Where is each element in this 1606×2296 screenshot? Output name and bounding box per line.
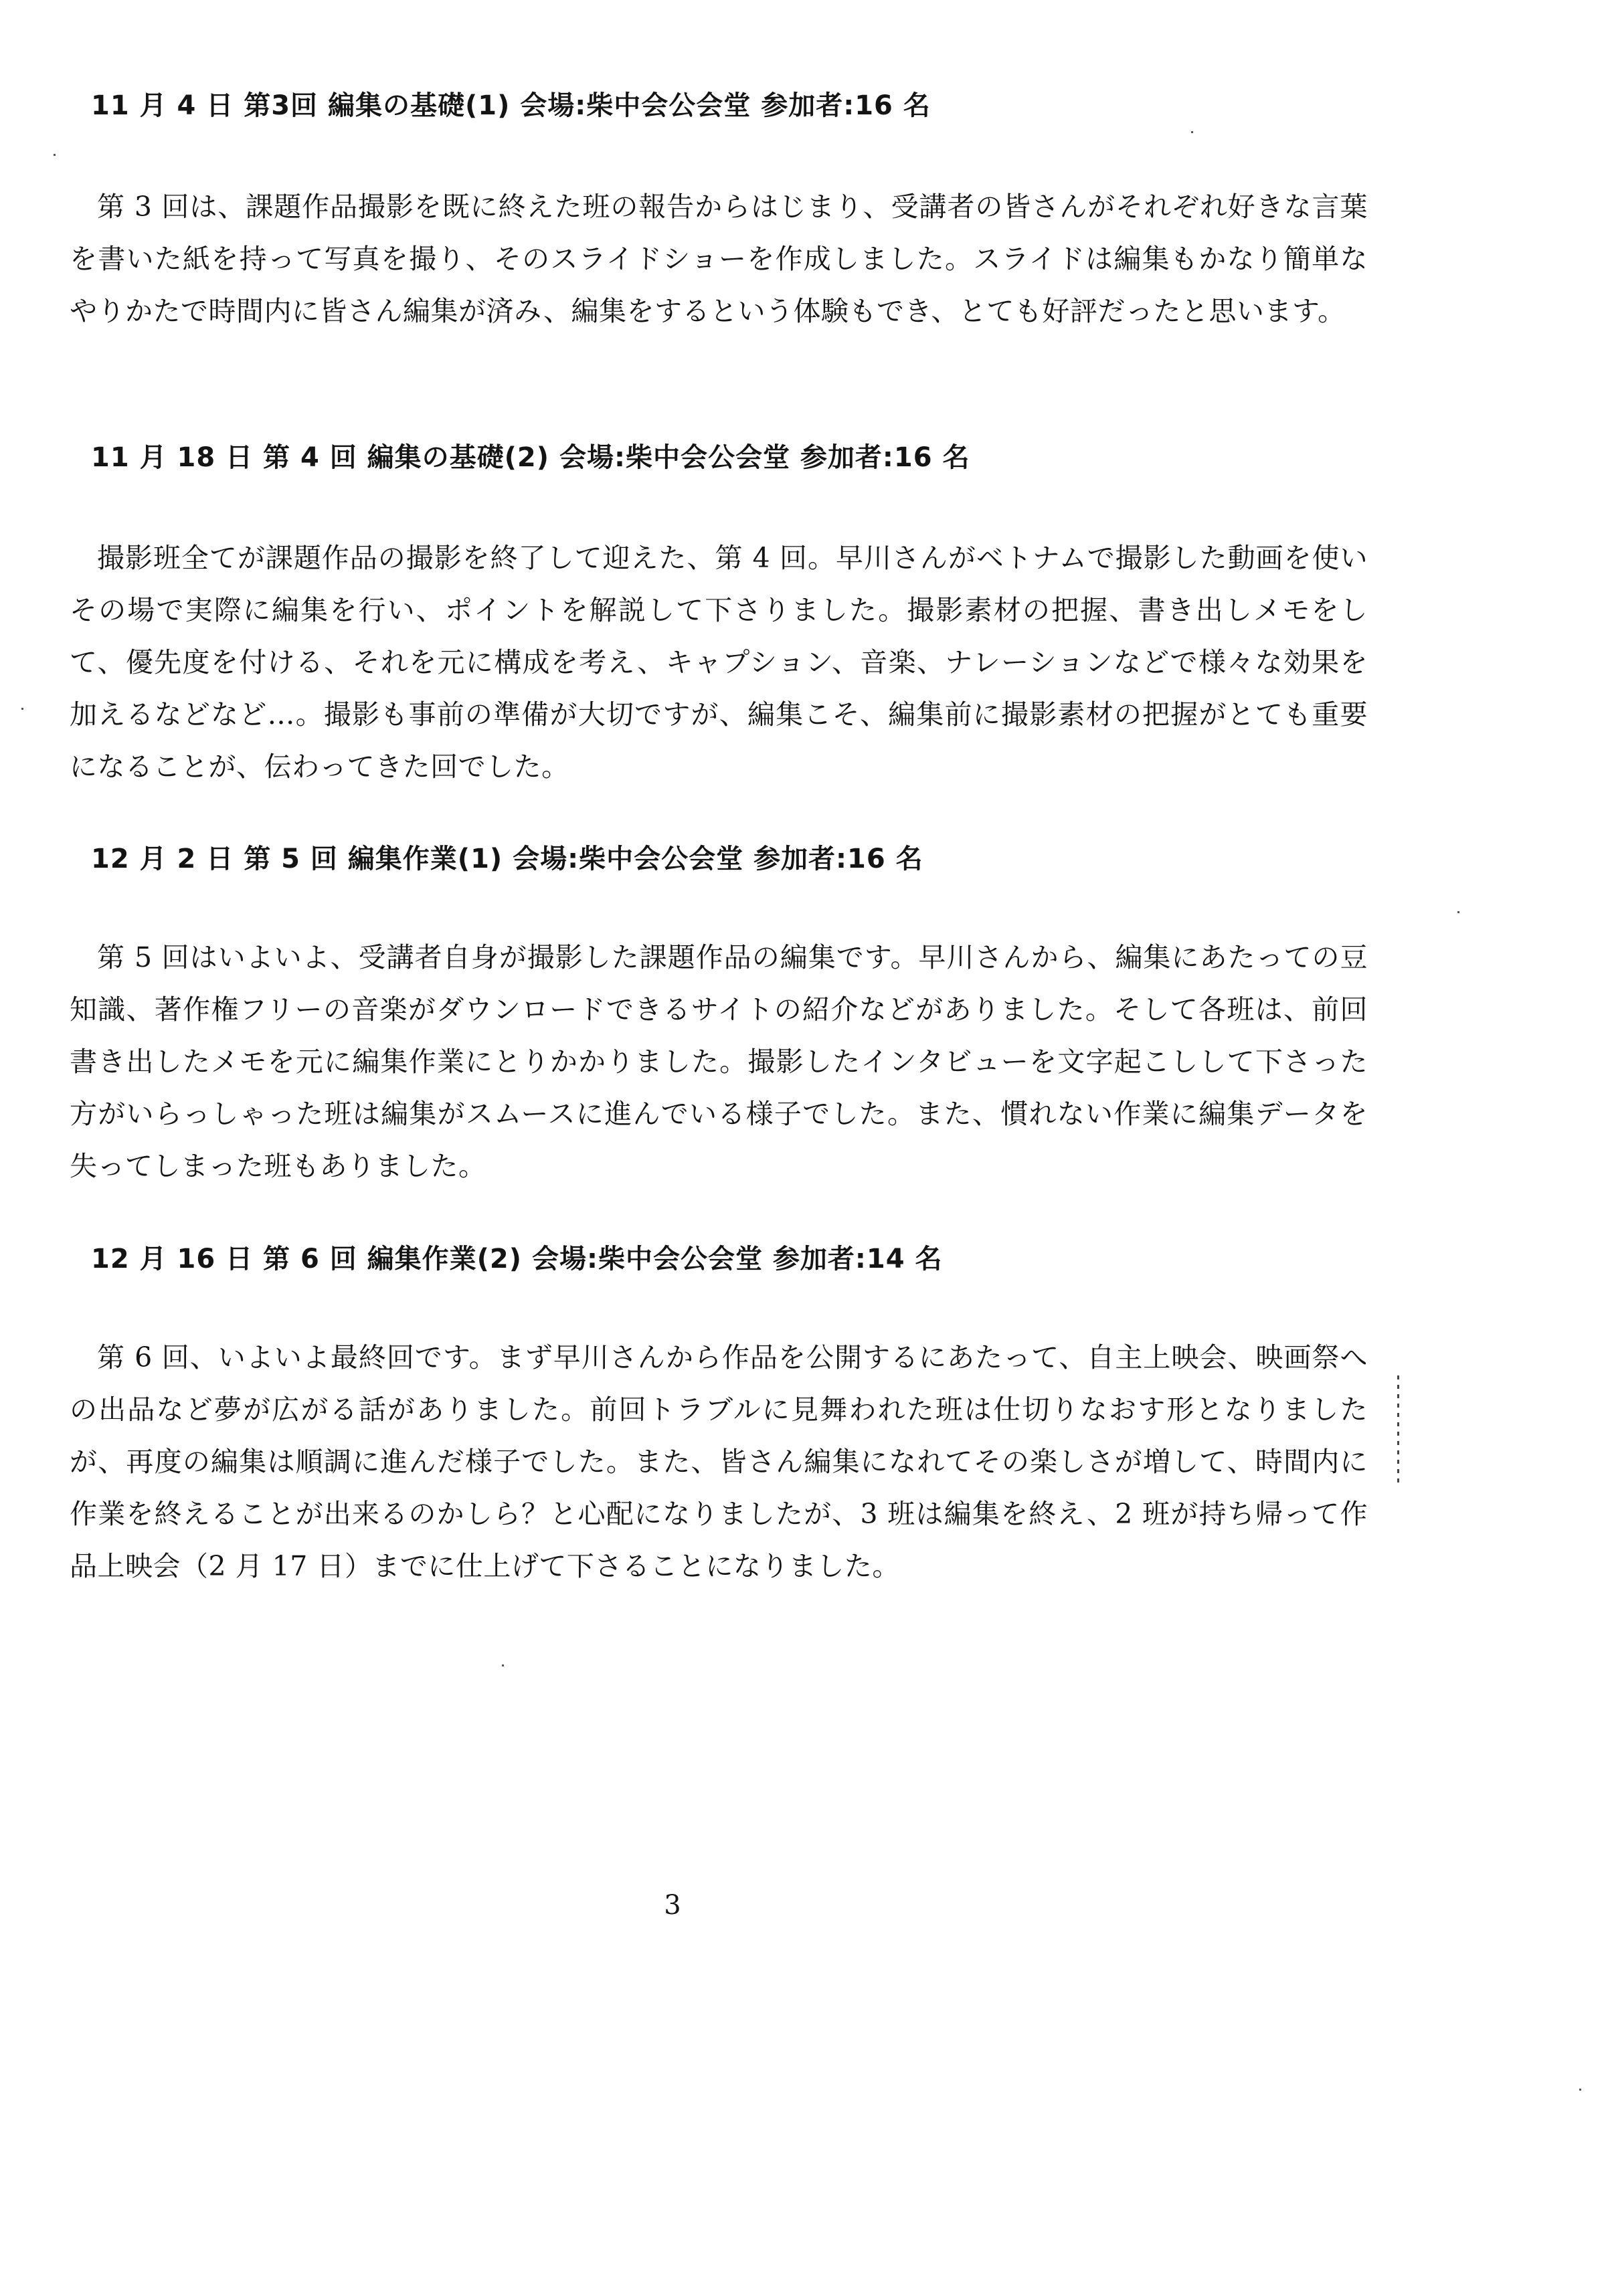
section-heading-session-4: 11 月 18 日 第 4 回 編集の基礎(2) 会場:柴中会公会堂 参加者:16 名 [91, 442, 970, 473]
section-body-session-6: 第 6 回、いよいよ最終回です。まず早川さんから作品を公開するにあたって、自主上映会、映画祭への出品など夢が広がる話がありました。前回トラブルに見舞われた班は仕切りなおす形となりましたが、再度の編集は順調に進んだ様子でした。また、皆さん編集になれてその楽しさが増して、時間内に作業を終えることが出来るのかしら？と心配になりましたが、3 班は編集を終え、2 班が持ち帰って作品上映会（2 月 17 日）までに仕上げて下さることになりました。 [70, 1341, 1368, 1582]
scan-speck [1457, 911, 1459, 913]
section-body-session-4: 撮影班全てが課題作品の撮影を終了して迎えた、第 4 回。早川さんがベトナムで撮影した動画を使いその場で実際に編集を行い、ポイントを解説して下さりました。撮影素材の把握、書き出しメモをして、優先度を付ける、それを元に構成を考え、キャプション、音楽、ナレーションなどで様々な効果を加えるなどなど…。撮影も事前の準備が大切ですが、編集こそ、編集前に撮影素材の把握がとても重要になることが、伝わってきた回でした。 [70, 542, 1368, 783]
scan-speck [21, 708, 23, 710]
scan-speck [1579, 2089, 1581, 2091]
section-heading-session-6: 12 月 16 日 第 6 回 編集作業(2) 会場:柴中会公会堂 参加者:14 名 [91, 1244, 943, 1274]
page-number: 3 [664, 1890, 681, 1921]
section-heading-session-5: 12 月 2 日 第 5 回 編集作業(1) 会場:柴中会公会堂 参加者:16 名 [91, 844, 923, 874]
scan-speck [502, 1664, 504, 1666]
scan-dashed-mark [1397, 1375, 1399, 1482]
section-heading-session-3: 11 月 4 日 第3回 編集の基礎(1) 会場:柴中会公会堂 参加者:16 名 [91, 90, 931, 121]
scan-speck [1191, 131, 1193, 133]
scan-speck [54, 154, 56, 156]
section-body-session-5: 第 5 回はいよいよ、受講者自身が撮影した課題作品の編集です。早川さんから、編集にあたっての豆知識、著作権フリーの音楽がダウンロードできるサイトの紹介などがありました。そして各班は、前回書き出したメモを元に編集作業にとりかかりました。撮影したインタビューを文字起こしして下さった方がいらっしゃった班は編集がスムースに進んでいる様子でした。また、慣れない作業に編集データを失ってしまった班もありました。 [70, 941, 1368, 1182]
section-body-session-3: 第 3 回は、課題作品撮影を既に終えた班の報告からはじまり、受講者の皆さんがそれぞれ好きな言葉を書いた紙を持って写真を撮り、そのスライドショーを作成しました。スライドは編集もかなり簡単なやりかたで時間内に皆さん編集が済み、編集をするという体験もでき、とても好評だったと思います。 [70, 191, 1368, 327]
